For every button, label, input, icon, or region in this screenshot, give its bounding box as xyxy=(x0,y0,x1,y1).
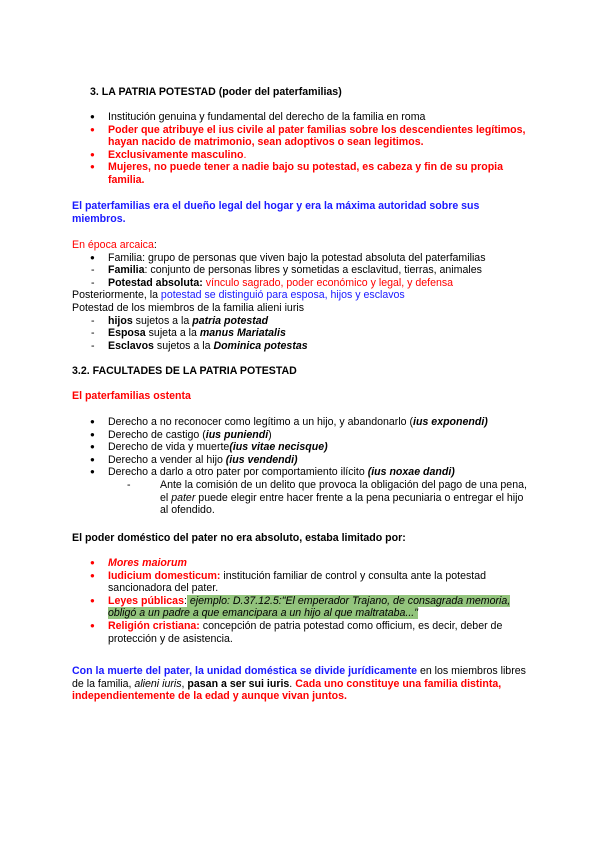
archaic-label: En época arcaica: xyxy=(72,239,157,251)
section-3-2-subheading: El paterfamilias ostenta xyxy=(72,390,191,402)
section-3-2-heading: 3.2. FACULTADES DE LA PATRIA POTESTAD xyxy=(72,365,297,377)
green-highlight-quote: ejemplo: D.37.12.5:"El emperador Trajano, de consagrada memoria, obligó a un padre a que emancipara a un hijo al que maltrataba..." xyxy=(108,594,511,620)
list-item: - hijos sujetos a la patria potestad xyxy=(72,315,532,328)
list-item: ● Familia: grupo de personas que viven bajo la potestad absoluta del paterfamilias xyxy=(72,252,532,265)
limits-heading: El poder doméstico del pater no era absoluto, estaba limitado por: xyxy=(72,532,406,544)
list-item: - Familia: conjunto de personas libres y sometidas a esclavitud, tierras, animales xyxy=(72,264,532,277)
rights-list xyxy=(72,416,532,517)
list-item: ● Derecho a no reconocer como legítimo a un hijo, y abandonarlo (ius exponendi) xyxy=(72,416,532,429)
list-item: ● Poder que atribuye el ius civile al pater familias sobre los descendientes legítimos, hayan nacido de matrimonio, sean adoptivos o sean legitimos. xyxy=(72,124,532,149)
section-3-heading: 3. LA PATRIA POTESTAD (poder del paterfamilias) xyxy=(90,86,342,98)
list-item: ● Mores maiorum xyxy=(72,557,532,570)
section-3-bullets xyxy=(72,111,532,187)
list-item: ● Mujeres, no puede tener a nadie bajo su potestad, es cabeza y fin de su propia familia. xyxy=(72,161,532,186)
members-line: Potestad de los miembros de la familia alieni iuris xyxy=(72,301,304,314)
list-item: - Potestad absoluta: vínculo sagrado, poder económico y legal, y defensa xyxy=(72,277,532,290)
list-item: ● Derecho de vida y muerte(ius vitae necisque) xyxy=(72,441,532,454)
list-item: - Esclavos sujetos a la Dominica potestas xyxy=(72,340,532,353)
paterfamilias-statement: El paterfamilias era el dueño legal del hogar y era la máxima autoridad sobre sus miembros. xyxy=(72,200,480,225)
list-item: ● Religión cristiana: concepción de patria potestad como officium, es decir, deber de protección y de asistencia. xyxy=(72,620,532,645)
archaic-section xyxy=(72,239,532,352)
list-item: ● Derecho de castigo (ius puniendi) xyxy=(72,429,532,442)
list-item: ● Institución genuina y fundamental del derecho de la familia en roma xyxy=(72,111,532,124)
limits-list xyxy=(72,557,532,645)
list-item: ● Derecho a vender al hijo (ius vendendi) xyxy=(72,454,532,467)
sub-list-item: - Ante la comisión de un delito que provoca la obligación del pago de una pena, el pater puede elegir entre hacer frente a la pena pecuniaria o entregar el hijo al ofendido. xyxy=(72,479,532,517)
closing-paragraph: Con la muerte del pater, la unidad doméstica se divide jurídicamente en los miembros libres de la familia, alieni iuris, pasan a ser sui iuris. Cada uno constituye una familia distinta, independientemente de la edad y aunque vivan juntos. xyxy=(72,665,526,703)
list-item: ● Iudicium domesticum: institución familiar de control y consulta ante la potestad sancionadora del pater. xyxy=(72,570,532,595)
list-item: ● Derecho a darlo a otro pater por comportamiento ilícito (ius noxae dandi) xyxy=(72,466,532,479)
list-item: ● Exclusivamente masculino. xyxy=(72,149,532,162)
later-line: Posteriormente, la potestad se distinguió para esposa, hijos y esclavos xyxy=(72,289,405,302)
list-item: - Esposa sujeta a la manus Mariatalis xyxy=(72,327,532,340)
list-item: ● Leyes públicas: ejemplo: D.37.12.5:"El emperador Trajano, de consagrada memoria, obligó a un padre a que emancipara a un hijo al que maltrataba..." xyxy=(72,595,532,620)
